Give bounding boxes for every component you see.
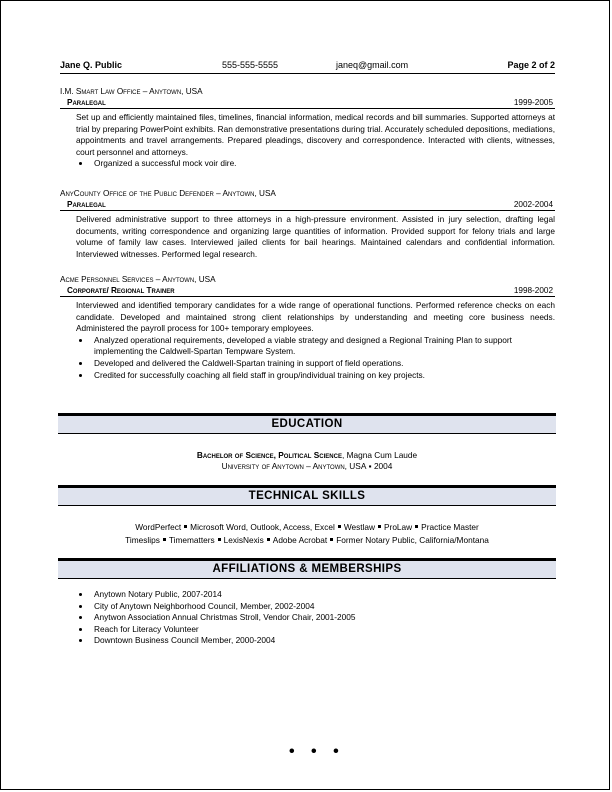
square-bullet-icon (378, 525, 381, 528)
skill-item: Practice Master (421, 522, 479, 532)
skill-item: LexisNexis (223, 534, 264, 545)
square-bullet-icon (338, 525, 341, 528)
job-bullets (60, 158, 555, 170)
skills-block (58, 521, 556, 546)
page-number: Page 2 of 2 (507, 60, 555, 70)
company-name: I.M. Smart Law Office – Anytown, USA (60, 87, 203, 96)
continuation-dots: • • • (289, 743, 345, 760)
square-bullet-icon (415, 525, 418, 528)
square-bullet-icon (184, 525, 187, 528)
degree-honors: , Magna Cum Laude (341, 450, 418, 460)
skill-item: WordPerfect (135, 522, 182, 532)
skill-item: Timeslips (125, 534, 160, 545)
square-bullet-icon (267, 538, 270, 541)
list-item: Analyzed operational requirements, developed a viable strategy and designed a Regional Training Plan to support implementing the Caldwell-Spartan Tempware System. (76, 335, 555, 358)
job-dates: 1999-2005 (513, 98, 553, 107)
degree-line (58, 450, 556, 461)
school-name: University of Anytown – Anytown, USA (221, 461, 367, 471)
job-bullets (60, 335, 555, 381)
job-description: Set up and efficiently maintained files, timelines, financial information, medical records and bill summaries. Supported attorneys at trial by preparing PowerPoint exhibits. Ran demonstrative presentations during trial. Accurately scheduled depositions, mediations, appointments and travel arrangements. Prepared pleadings, discovery and correspondence. Interacted with clients, witnesses, court personnel and attorneys. (76, 112, 555, 157)
job-entry (60, 87, 555, 170)
skill-item: Timematters (168, 534, 215, 545)
separator-glyph: ▪ (368, 461, 372, 471)
job-entry (60, 275, 555, 381)
square-bullet-icon (163, 538, 166, 541)
job-description: Interviewed and identified temporary candidates for a wide range of operational functions. Performed reference checks on each candidate. Developed and maintained strong client relationships by understanding and meeting core business needs. Administered the payroll process for 100+ temporary employees. (76, 300, 555, 334)
square-bullet-icon (330, 538, 333, 541)
list-item: Anytown Notary Public, 2007-2014 (76, 589, 555, 601)
job-dates: 2002-2004 (513, 200, 553, 209)
skill-item: ProLaw (384, 522, 413, 532)
job-title-row (60, 285, 555, 297)
list-item: Credited for successfully coaching all field staff in group/individual training on key projects. (76, 370, 555, 382)
section-heading-affiliations: AFFILIATIONS & MEMBERSHIPS (58, 558, 556, 579)
skills-line (58, 521, 556, 534)
school-line (58, 461, 556, 472)
section-heading-education: EDUCATION (58, 413, 556, 434)
phone-number: 555-555-5555 (222, 60, 279, 70)
skills-line (58, 534, 556, 547)
job-dates: 1998-2002 (513, 286, 553, 295)
affiliations-list (60, 589, 555, 647)
degree-name: Bachelor of Science, Political Science (196, 450, 342, 460)
job-title-row (60, 199, 555, 211)
email-address: janeq@gmail.com (336, 60, 409, 70)
graduation-year: 2004 (373, 461, 393, 471)
skill-item: Microsoft Word, Outlook, Access, Excel (190, 522, 335, 532)
square-bullet-icon (218, 538, 221, 541)
affiliation-bullets (60, 589, 555, 647)
skill-item: Former Notary Public, California/Montana (336, 534, 489, 545)
list-item: Downtown Business Council Member, 2000-2004 (76, 635, 555, 647)
candidate-name: Jane Q. Public (60, 60, 123, 70)
skill-item: Westlaw (343, 522, 376, 532)
job-title: Paralegal (67, 200, 106, 209)
company-name: Acme Personnel Services – Anytown, USA (60, 275, 216, 284)
education-block (58, 450, 556, 472)
list-item: Organized a successful mock voir dire. (76, 158, 555, 170)
list-item: Developed and delivered the Caldwell-Spartan training in support of field operations. (76, 358, 555, 370)
job-title: Corporate/ Regional Trainer (67, 286, 175, 295)
list-item: City of Anytown Neighborhood Council, Member, 2002-2004 (76, 601, 555, 613)
list-item: Anytwon Association Annual Christmas Stroll, Vendor Chair, 2001-2005 (76, 612, 555, 624)
job-title: Paralegal (67, 98, 106, 107)
job-entry (60, 189, 555, 260)
page-header (60, 60, 555, 74)
job-title-row (60, 97, 555, 109)
section-heading-skills: TECHNICAL SKILLS (58, 485, 556, 506)
company-name: AnyCounty Office of the Public Defender – Anytown, USA (60, 189, 276, 198)
list-item: Reach for Literacy Volunteer (76, 624, 555, 636)
skill-item: Adobe Acrobat (272, 534, 328, 545)
job-description: Delivered administrative support to three attorneys in a high-pressure environment. Assisted in jury selection, drafting legal documents, writing correspondence and organizing large quantities of information. Provided support for felony trials and large volume of family law cases. Interviewed jailed clients for bail hearings. Maintained calendars and confidential information. Interviewed witnesses. Performed legal research. (76, 214, 555, 259)
